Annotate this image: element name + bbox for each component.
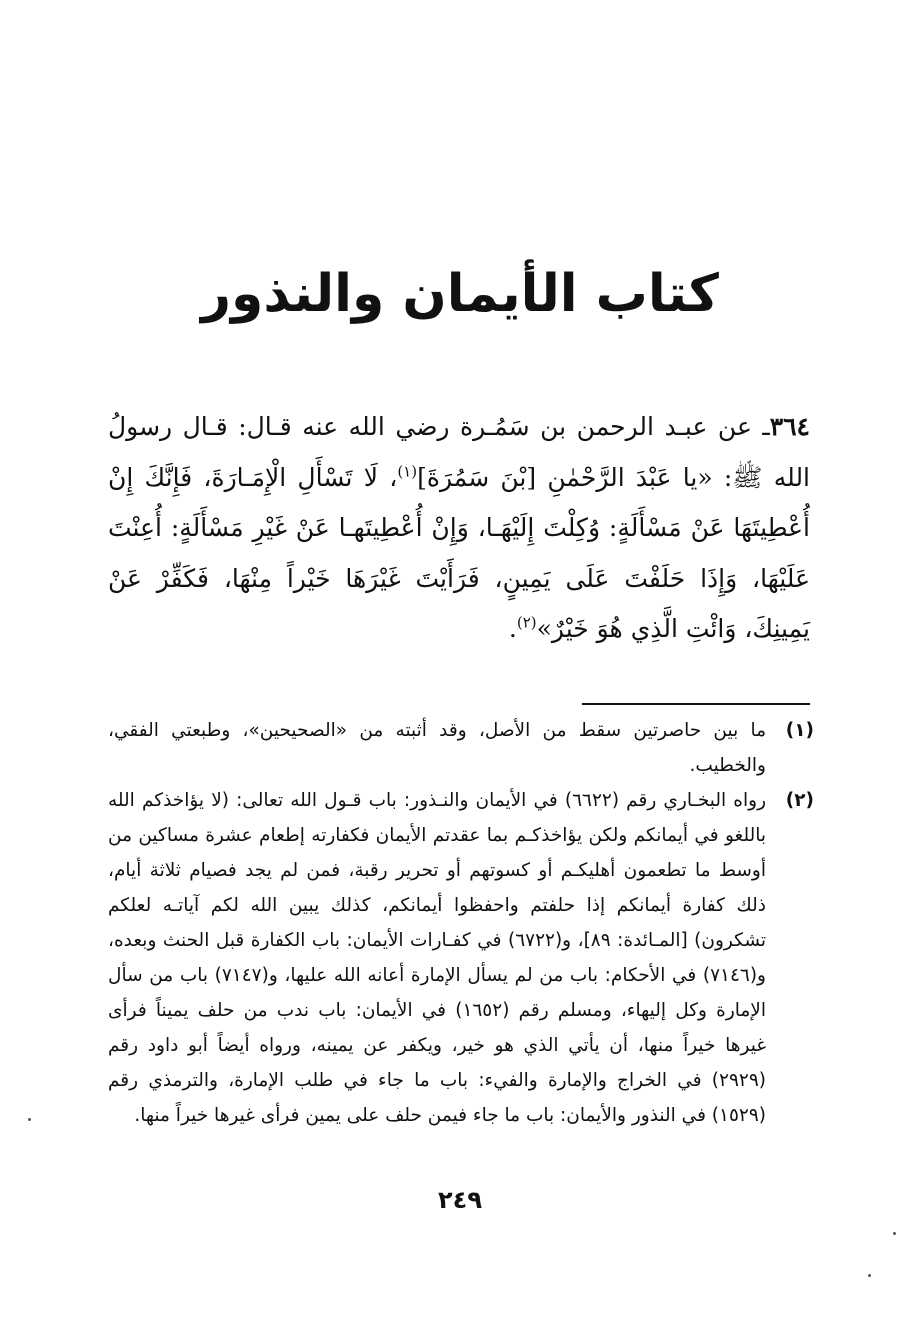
chapter-title: كتاب الأيمان والنذور [201, 263, 719, 324]
footnote-1 [108, 713, 814, 783]
hadith-end-punctuation: . [508, 614, 517, 643]
footnote-1-text: ما بين حاصرتين سقط من الأصل، وقد أثبته من «الصحيحين»، وطبعتي الفقي، والخطيب. [108, 720, 766, 776]
footnote-reference-1[interactable]: (١) [397, 462, 418, 481]
page-number: ٢٤٩ [438, 1186, 482, 1214]
footnote-2-marker: (٢) [785, 790, 814, 811]
footnote-2 [108, 783, 814, 1133]
footnote-2-text: رواه البخـاري رقم (٦٦٢٢) في الأيمان والنـذور: باب قـول الله تعالى: (لا يؤاخذكم الله باللغو في أيمانكم ولكن يؤاخذكـم بما عقدتم الأيمان فكفارته إطعام عشرة مساكين من أوسط ما تطعمون أهليكـم أو كسوتهم أو تحرير رقبة، فمن لم يجد فصيام ثلاثة أيام، ذلك كفارة أيمانكم إذا حلفتم واحفظوا أيمانكم، كذلك يبين الله لكم آياتـه لعلكم تشكرون) [المـائدة: ٨٩]، و(٦٧٢٢) في كفـارات الأيمان: باب الكفارة قبل الحنث وبعده، و(٧١٤٦) في الأحكام: باب من لم يسأل الإمارة أعانه الله عليها، و(٧١٤٧) باب من سأل الإمارة وكل إليهاء، ومسلم رقم (١٦٥٢) في الأيمان: باب ندب من حلف يميناً فرأى غيرها خيراً منها، أن يأتي الذي هو خير، ويكفر عن يمينه، ورواه أيضاً أبو داود رقم (٢٩٢٩) في الخراج والإمارة والفيء: باب ما جاء في طلب الإمارة، والترمذي رقم (١٥٢٩) في النذور والأيمان: باب ما جاء فيمن حلف على يمين فرأى غيرها خيراً منها. [108, 790, 767, 1126]
footnote-reference-2[interactable]: (٢) [516, 613, 537, 632]
footnote-divider [582, 703, 810, 705]
hadith-text-part-2: ، لَا تَسْأَلِ الْإِمَـارَةَ، فَإِنَّكَ إِنْ أُعْطِيتَهَا عَنْ مَسْأَلَةٍ: وُكِلْتَ إِلَيْهَـا، وَإِنْ أُعْطِيتَهـا عَنْ غَيْرِ مَسْأَلَةٍ: أُعِنْتَ عَلَيْهَا، وَإِذَا حَلَفْتَ عَلَى يَمِينٍ، فَرَأَيْتَ غَيْرَهَا خَيْراً مِنْهَا، فَكَفِّرْ عَنْ يَمِينِكَ، وَائْتِ الَّذِي هُوَ خَيْرٌ» [108, 462, 811, 643]
hadith-text-part-1: ـ عن عبـد الرحمن بن سَمُـرة رضي الله عنه قـال: قـال رسولُ الله ﷺ: «يا عَبْدَ الرَّحْمٰنِ [بْنَ سَمُرَةَ] [108, 412, 811, 492]
footnote-1-marker: (١) [785, 720, 814, 741]
footnotes-section [108, 713, 814, 1133]
scan-speck [868, 1274, 871, 1277]
scan-speck [893, 1232, 896, 1235]
hadith-block [108, 402, 810, 655]
scan-speck [28, 1118, 31, 1121]
hadith-paragraph [108, 402, 810, 655]
hadith-number: ٣٦٤ [769, 412, 810, 441]
